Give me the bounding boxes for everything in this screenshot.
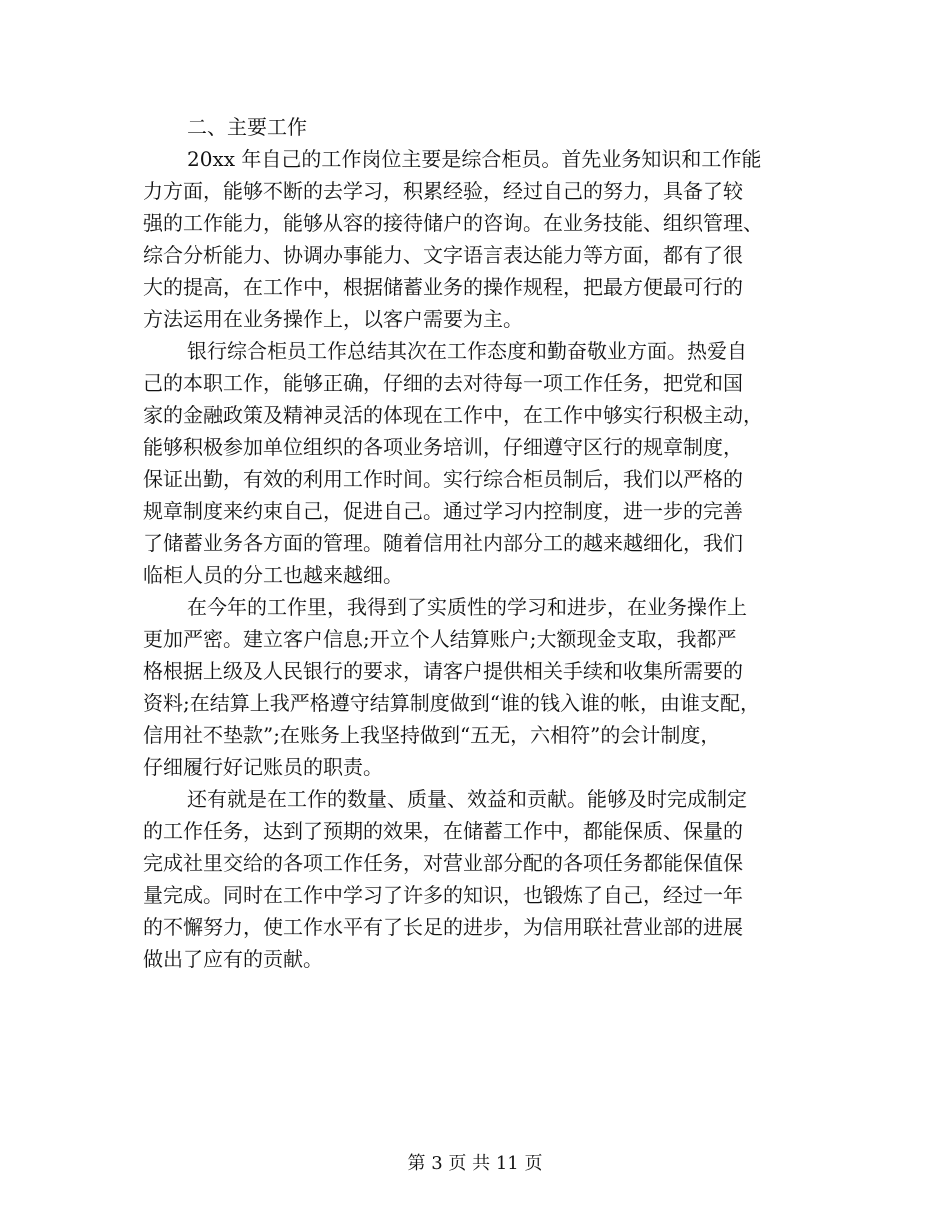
paragraph-2 bbox=[143, 335, 813, 591]
paragraph-line: 20xx 年自己的工作岗位主要是综合柜员。首先业务知识和工作能 bbox=[187, 147, 762, 171]
paragraph-line: 的工作任务，达到了预期的效果，在储蓄工作中，都能保质、保量的 bbox=[143, 819, 743, 843]
paragraph-line: 还有就是在工作的数量、质量、效益和贡献。能够及时完成制定 bbox=[187, 787, 747, 811]
paragraph-line: 更加严密。建立客户信息;开立个人结算账户;大额现金支取，我都严 bbox=[143, 627, 737, 651]
paragraph-line: 己的本职工作，能够正确，仔细的去对待每一项工作任务，把党和国 bbox=[143, 371, 743, 395]
paragraph-line: 了储蓄业务各方面的管理。随着信用社内部分工的越来越细化，我们 bbox=[143, 531, 743, 555]
paragraph-line: 的不懈努力，使工作水平有了长足的进步，为信用联社营业部的进展 bbox=[143, 915, 743, 939]
document-body bbox=[143, 111, 813, 975]
paragraph-4 bbox=[143, 783, 813, 975]
section-heading: 二、主要工作 bbox=[187, 115, 307, 139]
paragraph-line: 完成社里交给的各项工作任务，对营业部分配的各项任务都能保值保 bbox=[143, 851, 743, 875]
paragraph-line: 家的金融政策及精神灵活的体现在工作中，在工作中够实行积极主动， bbox=[143, 403, 763, 427]
page-number-footer: 第 3 页 共 11 页 bbox=[407, 1153, 543, 1174]
paragraph-1 bbox=[143, 143, 813, 335]
paragraph-line: 保证出勤，有效的利用工作时间。实行综合柜员制后，我们以严格的 bbox=[143, 467, 743, 491]
paragraph-line: 量完成。同时在工作中学习了许多的知识，也锻炼了自己，经过一年 bbox=[143, 883, 743, 907]
paragraph-line: 仔细履行好记账员的职责。 bbox=[143, 755, 383, 779]
paragraph-line: 大的提高，在工作中，根据储蓄业务的操作规程，把最方便最可行的 bbox=[143, 275, 743, 299]
paragraph-line: 综合分析能力、协调办事能力、文字语言表达能力等方面，都有了很 bbox=[143, 243, 743, 267]
paragraph-line: 格根据上级及人民银行的要求，请客户提供相关手续和收集所需要的 bbox=[143, 659, 743, 683]
paragraph-line: 能够积极参加单位组织的各项业务培训，仔细遵守区行的规章制度， bbox=[143, 435, 743, 459]
paragraph-line: 力方面，能够不断的去学习，积累经验，经过自己的努力，具备了较 bbox=[143, 179, 743, 203]
paragraph-3 bbox=[143, 591, 813, 783]
paragraph-line: 信用社不垫款”;在账务上我坚持做到“五无，六相符”的会计制度， bbox=[143, 723, 721, 747]
paragraph-line: 强的工作能力，能够从容的接待储户的咨询。在业务技能、组织管理、 bbox=[143, 211, 763, 235]
paragraph-line: 资料;在结算上我严格遵守结算制度做到“谁的钱入谁的帐，由谁支配， bbox=[143, 691, 760, 715]
paragraph-line: 临柜人员的分工也越来越细。 bbox=[143, 563, 403, 587]
paragraph-line: 规章制度来约束自己，促进自己。通过学习内控制度，进一步的完善 bbox=[143, 499, 743, 523]
paragraph-line: 银行综合柜员工作总结其次在工作态度和勤奋敬业方面。热爱自 bbox=[187, 339, 747, 363]
paragraph-line: 在今年的工作里，我得到了实质性的学习和进步，在业务操作上 bbox=[187, 595, 747, 619]
paragraph-line: 方法运用在业务操作上，以客户需要为主。 bbox=[143, 307, 523, 331]
paragraph-line: 做出了应有的贡献。 bbox=[143, 947, 323, 971]
